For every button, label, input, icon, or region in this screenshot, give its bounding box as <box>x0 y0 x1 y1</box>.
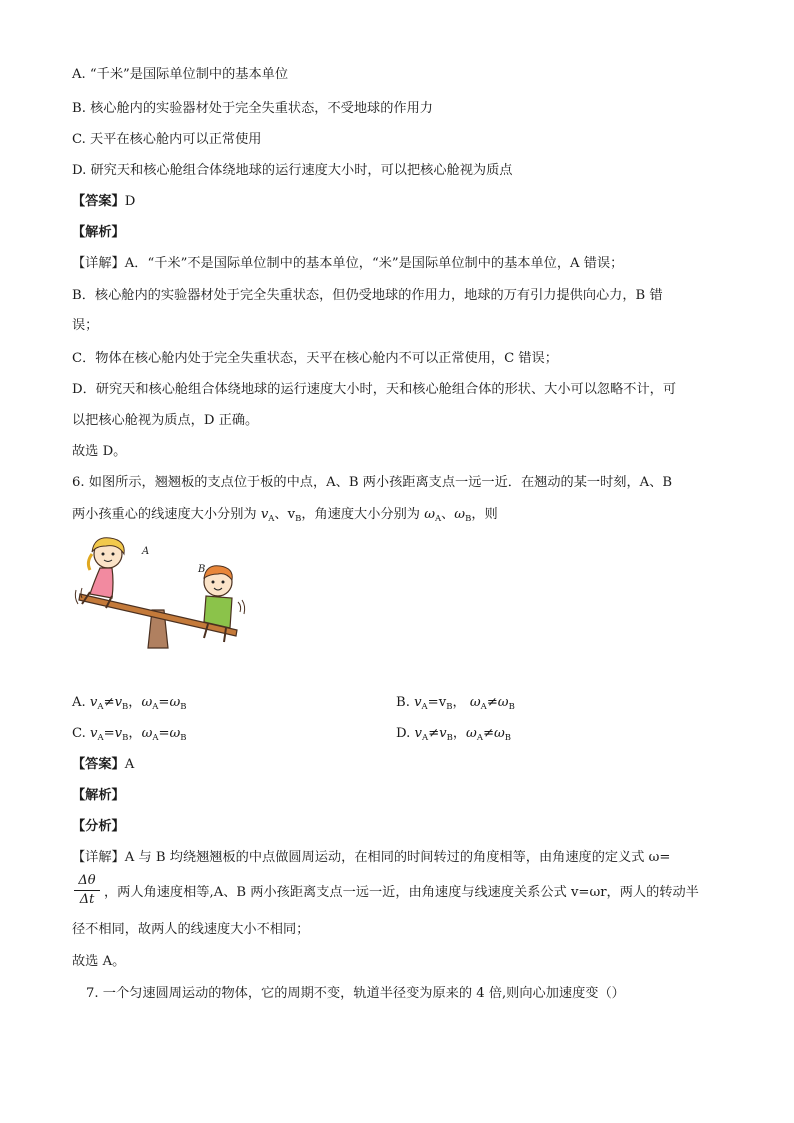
q6-option-d: D. $v_A\ne v_B$，$\omega_A\ne\omega_B$ <box>396 726 512 743</box>
q5-option-b: B. 核心舱内的实验器材处于完全失重状态，不受地球的作用力 <box>72 101 433 116</box>
q6-option-c: C. $v_A=v_B$，$\omega_A=\omega_B$ <box>72 726 187 743</box>
q6-option-b: B. $v_A=v_B$， $\omega_A\ne\omega_B$ <box>396 695 515 712</box>
q5-detail-4: C．物体在核心舱内处于完全失重状态，天平在核心舱内不可以正常使用，C 错误； <box>72 351 558 366</box>
q7-stem: 7. 一个匀速圆周运动的物体，它的周期不变，轨道半径变为原来的 4 倍,则向心加速度变（） <box>86 986 625 1001</box>
q5-detail-2: B．核心舱内的实验器材处于完全失重状态，但仍受地球的作用力，地球的万有引力提供向心力，B 错 <box>72 288 663 303</box>
q6-detail-1: 【详解】A 与 B 均绕翘翘板的中点做圆周运动，在相同的时间转过的角度相等，由角速度的定义式 ω= <box>72 850 671 865</box>
q6-answer <box>72 756 134 774</box>
answer-label: 【答案】 <box>72 757 125 772</box>
q6-conclusion: 故选 A。 <box>72 954 126 969</box>
delta-theta-over-delta-t: Δθ Δt <box>72 873 102 908</box>
answer-value: A <box>124 757 135 772</box>
figure-label-a: A <box>142 546 150 557</box>
q5-option-d: D. 研究天和核心舱组合体绕地球的运行速度大小时，可以把核心舱视为质点 <box>72 163 513 178</box>
q6-stem-line-1: 6. 如图所示，翘翘板的支点位于板的中点，A、B 两小孩距离支点一远一近．在翘动的某一时刻，A、B <box>72 475 673 490</box>
q5-option-c: C. 天平在核心舱内可以正常使用 <box>72 132 262 147</box>
q5-conclusion: 故选 D。 <box>72 444 127 459</box>
q5-detail-1: 【详解】A．“千米”不是国际单位制中的基本单位，“米”是国际单位制中的基本单位，A 错误； <box>72 256 624 271</box>
q5-detail-5: D．研究天和核心舱组合体绕地球的运行速度大小时，天和核心舱组合体的形状、大小可以忽略不计，可 <box>72 382 677 397</box>
q6-fenxi-label: 【分析】 <box>72 819 125 834</box>
seesaw-illustration <box>72 532 247 652</box>
q5-detail-3: 误； <box>72 318 99 333</box>
q6-option-a: A. $v_A\ne v_B$，$\omega_A=\omega_B$ <box>72 695 187 712</box>
q6-detail-3: 径不相同，故两人的线速度大小不相同； <box>72 922 310 937</box>
q5-detail-6: 以把核心舱视为质点，D 正确。 <box>72 413 259 428</box>
q5-answer <box>72 193 135 211</box>
answer-value: D <box>124 194 136 209</box>
q5-option-a: A. “千米”是国际单位制中的基本单位 <box>72 67 289 82</box>
answer-label: 【答案】 <box>72 194 125 209</box>
q5-analysis-label: 【解析】 <box>72 225 125 240</box>
q6-analysis-label: 【解析】 <box>72 788 125 803</box>
figure-label-b: B <box>198 564 206 575</box>
q6-stem-line-2: 两小孩重心的线速度大小分别为 $v_A$、$v_B$，角速度大小分别为 $\omega_A$、$\omega_B$，则 <box>72 507 498 524</box>
q6-detail-2: ，两人角速度相等,A、B 两小孩距离支点一远一近，由角速度与线速度关系公式 v=ωr，两人的转动半 <box>104 885 699 900</box>
